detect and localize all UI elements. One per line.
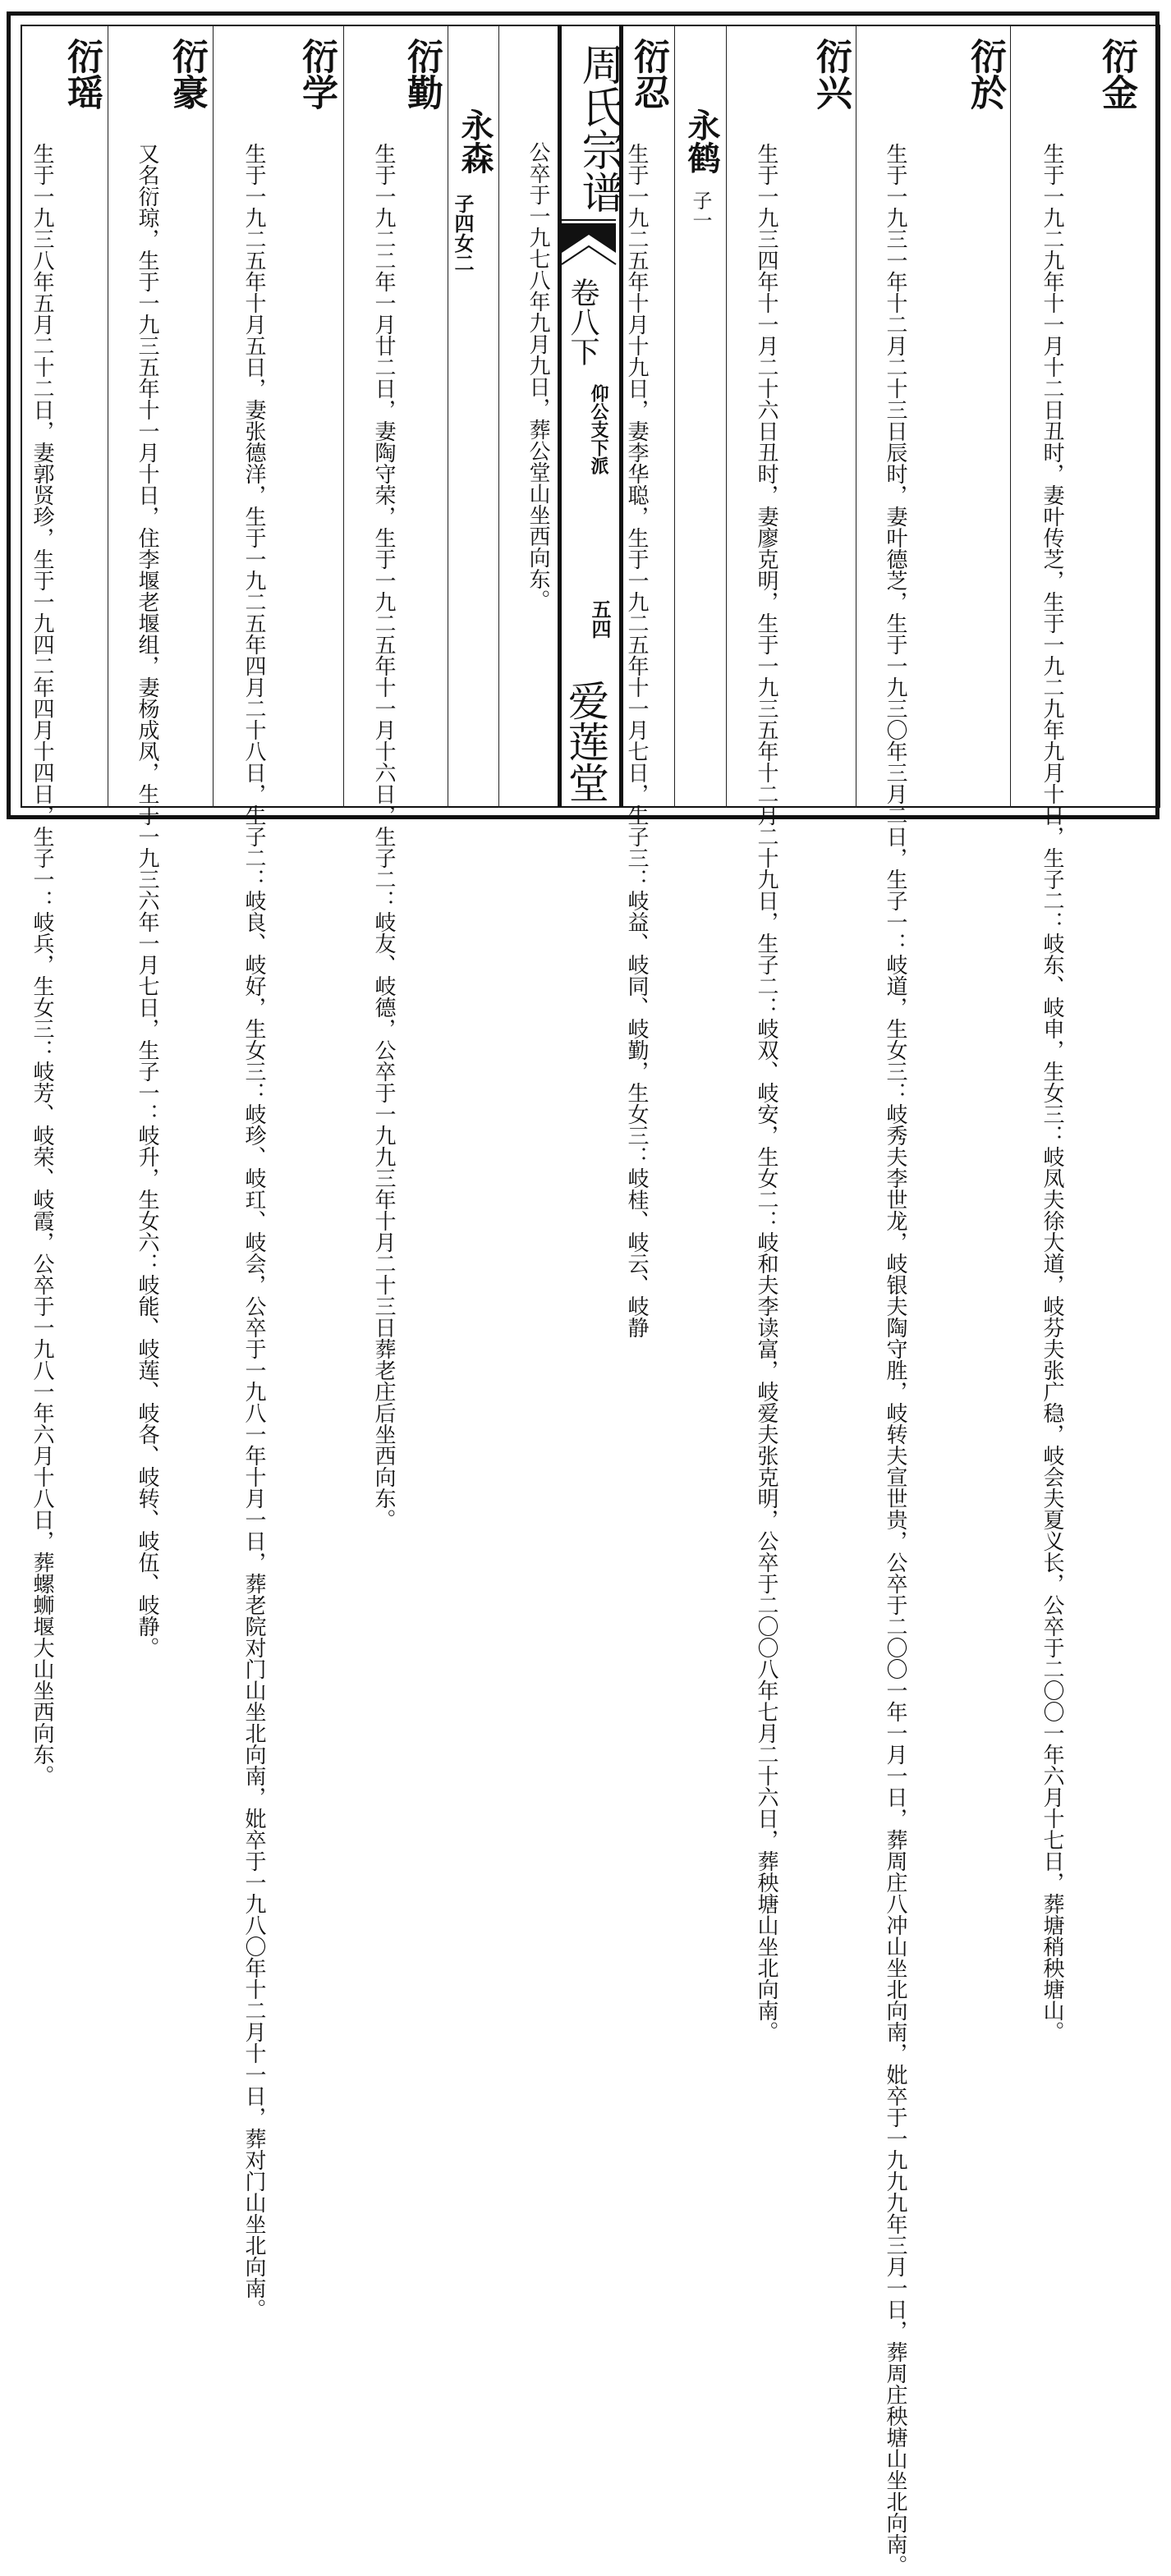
page-number: 五四 xyxy=(588,599,611,639)
entry-text: 生于一九三一年十二月二十三日辰时，妻叶德芝，生于一九三〇年三月二日，生子一：岐道，生女三：岐秀夫李世龙，岐银夫陶守胜，岐转夫宣世贵，公卒于二〇〇一年一月一日，葬周庄八冲山坐北向南，妣卒于一九九九年三月一日，葬周庄秧塘山坐北向南。 xyxy=(883,143,907,2576)
continuation-text: 公卒于一九七八年九月九日，葬公堂山坐西向东。 xyxy=(526,141,550,611)
volume-label: 卷八下 xyxy=(566,277,599,366)
entry-text: 生于一九二五年十月五日，妻张德洋，生于一九二五年四月二十八日，生子二：岐良、岐好，生女三：岐珍、岐玒、岐会，公卒于一九八一年十月一日，葬老院对门山坐北向南，妣卒于一九八〇年十二月十一日，葬对门山坐北向南。 xyxy=(241,143,266,2320)
entry-name: 衍忍 xyxy=(627,38,669,110)
column-divider xyxy=(674,25,675,808)
entry-text: 生于一九二二年一月廿二日，妻陶守荣，生于一九二五年十一月十六日，生子二：岐友、岐德，公卒于一九九三年十月二十三日葬老庄后坐西向东。 xyxy=(371,143,396,1530)
generation-note: 子一 xyxy=(689,190,712,230)
entry-text: 生于一九二五年十月十九日，妻李华聪，生于一九二五年十一月七日，生子三：岐益、岐同、岐勤，生女三：岐桂、岐云、岐静 xyxy=(624,143,649,1338)
entry-text: 又名衍琼，生于一九三五年十一月十日，住李堰老堰组，妻杨成凤，生于一九三六年一月七日，生子一：岐升，生女六：岐能、岐莲、岐各、岐转、岐伍、岐静。 xyxy=(135,143,159,1658)
entry-name: 衍於 xyxy=(964,38,1006,110)
entry-name: 衍勤 xyxy=(401,38,443,110)
entry-name: 衍金 xyxy=(1095,38,1137,110)
column-divider xyxy=(213,25,214,808)
column-divider xyxy=(498,25,499,808)
entry-name: 衍瑶 xyxy=(61,38,103,110)
entry-text: 生于一九二九年十一月十二日丑时，妻叶传芝，生于一九二九年九月十日，生子二：岐东、岐申，生女三：岐凤夫徐大道，岐芬夫张广稳，岐会夫夏义长，公卒于二〇〇一年六月十七日，葬塘稍秧塘山。 xyxy=(1040,143,1064,2042)
generation-note: 子四女二 xyxy=(451,194,475,273)
hall-name: 爱莲堂 xyxy=(562,680,609,803)
entry-name: 衍豪 xyxy=(166,38,208,110)
entry-name: 衍兴 xyxy=(810,38,852,110)
column-divider xyxy=(343,25,344,808)
entry-name: 衍学 xyxy=(296,38,338,110)
generation-name: 永森 xyxy=(456,108,494,174)
entry-text: 生于一九三八年五月二十二日，妻郭贤珍，生于一九四二年四月十四日，生子一：岐兵，生女三：岐芳、岐荣、岐霞，公卒于一九八一年六月十八日，葬螺蛳堰大山坐西向东。 xyxy=(30,143,54,1786)
column-divider xyxy=(1010,25,1011,808)
book-title: 周氏宗谱 xyxy=(574,43,623,213)
fish-tail-ornament xyxy=(562,218,616,271)
generation-name: 永鹤 xyxy=(682,108,720,174)
column-divider xyxy=(726,25,727,808)
entry-text: 生于一九三四年十一月二十六日丑时，妻廖克明，生于一九三五年十二月二十九日，生子二：岐双、岐安，生女二：岐和夫李读富，岐爱夫张克明，公卒于二〇〇八年七月二十六日，葬秧塘山坐北向南。 xyxy=(754,143,778,2042)
branch-label: 仰公支下派 xyxy=(588,384,608,474)
